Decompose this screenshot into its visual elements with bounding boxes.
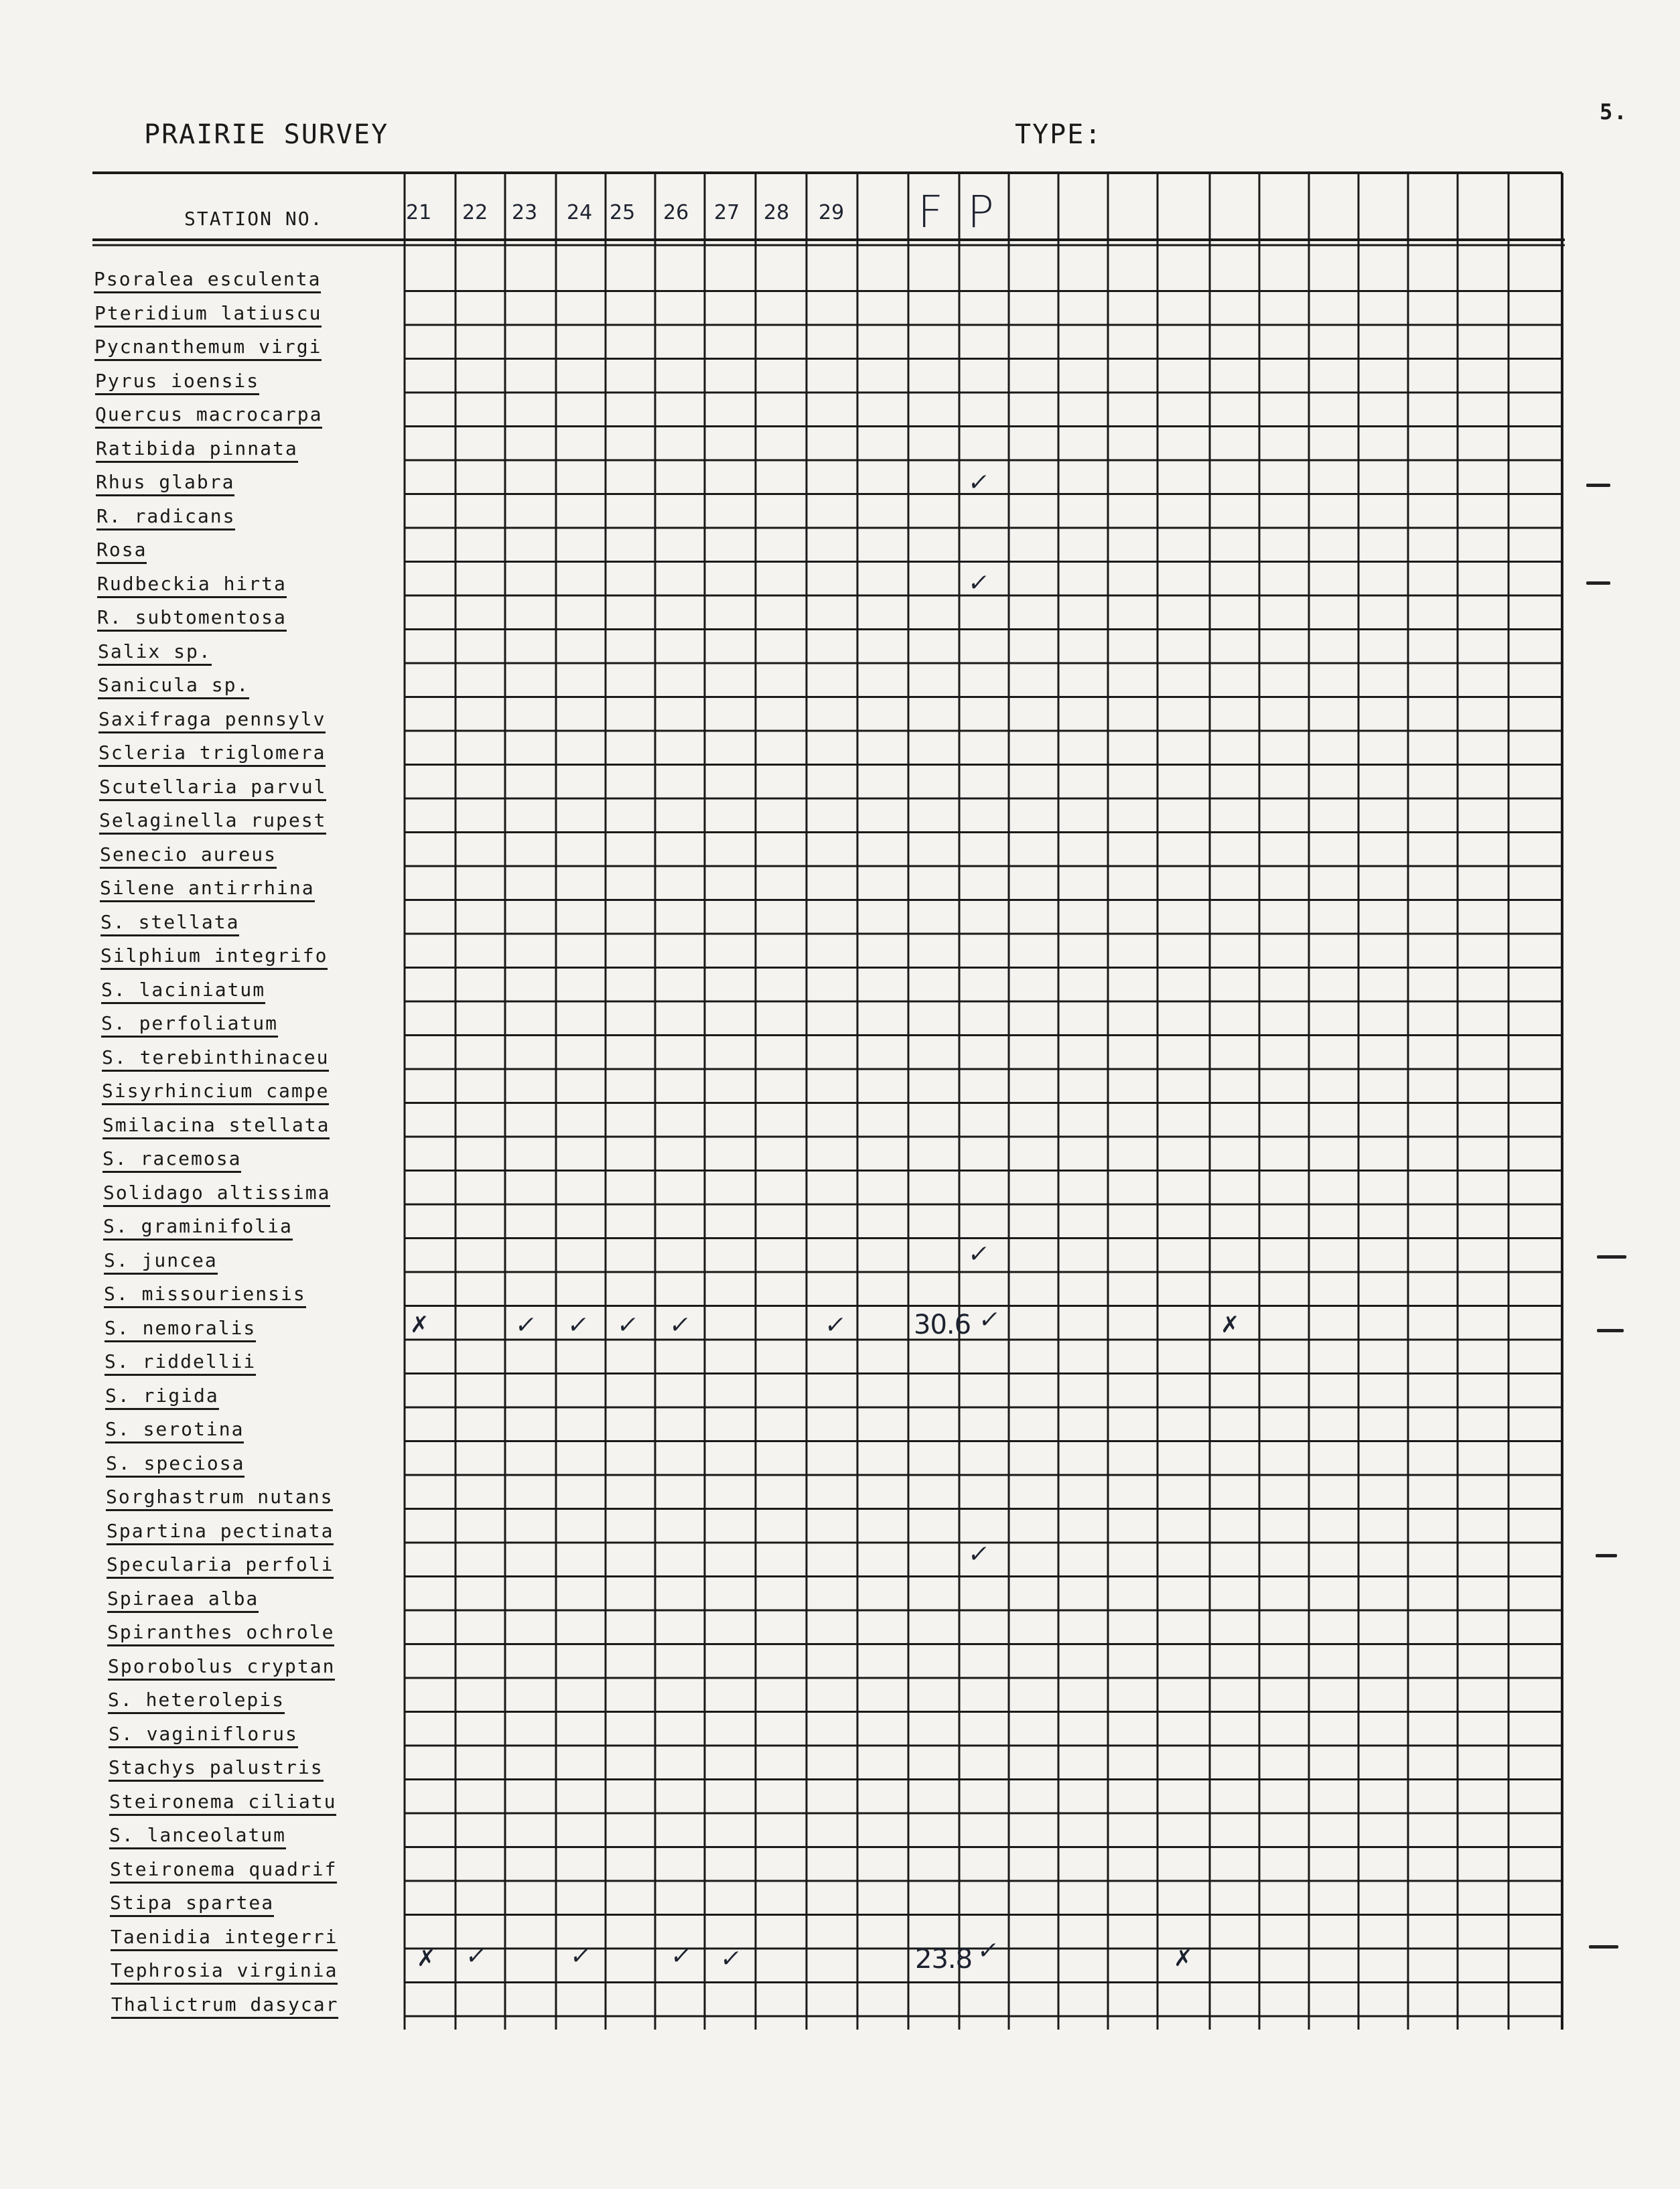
species-row-label — [105, 1385, 219, 1407]
species-name: S. juncea — [104, 1249, 218, 1275]
check-mark-icon: ✓ — [966, 569, 991, 597]
species-name: S. racemosa — [102, 1147, 241, 1173]
species-row-label — [111, 1993, 338, 2016]
species-row-label — [107, 1520, 334, 1542]
species-name: Sorghastrum nutans — [106, 1486, 333, 1511]
species-row-label — [95, 370, 259, 392]
check-mark-icon: ✓ — [977, 1306, 1002, 1334]
species-name: Sanicula sp. — [98, 674, 249, 699]
species-name: Rhus glabra — [96, 471, 234, 496]
margin-mark — [1596, 1554, 1617, 1557]
species-row-label — [103, 1215, 293, 1237]
species-row-label — [101, 979, 265, 1001]
species-name: S. perfoliatum — [101, 1012, 278, 1038]
check-mark-icon: ✓ — [464, 1943, 489, 1970]
species-row-label — [107, 1587, 259, 1610]
species-name: Pycnanthemum virgi — [94, 336, 322, 361]
check-mark-icon: ✓ — [568, 1943, 593, 1970]
station-26: 26 — [663, 201, 689, 224]
species-row-label — [109, 1756, 324, 1778]
species-name: Spiranthes ochrole — [107, 1621, 334, 1646]
species-row-label — [103, 1182, 330, 1204]
species-row-label — [96, 539, 147, 561]
species-row-label — [102, 1147, 241, 1170]
species-name: Selaginella rupest — [99, 809, 326, 835]
species-row-label — [108, 1655, 335, 1677]
species-row-label — [111, 1959, 338, 1981]
species-name: Silphium integrifo — [100, 944, 328, 970]
species-name: Senecio aureus — [100, 843, 277, 869]
check-mark-icon: ✓ — [565, 1312, 591, 1339]
check-mark-icon: ✓ — [966, 1541, 991, 1568]
station-22: 22 — [462, 201, 488, 224]
species-name: Scutellaria parvul — [99, 776, 326, 801]
species-row-label — [98, 742, 326, 764]
species-row-label — [100, 877, 315, 899]
species-name: S. graminifolia — [103, 1215, 293, 1241]
species-name: Silene antirrhina — [100, 877, 315, 902]
species-name: R. subtomentosa — [97, 606, 287, 632]
species-row-label — [102, 1046, 329, 1068]
species-row-label — [104, 1317, 256, 1339]
species-row-label — [108, 1689, 285, 1711]
species-row-label — [107, 1553, 334, 1575]
station-21: 21 — [406, 201, 432, 224]
species-name: S. nemoralis — [104, 1317, 256, 1342]
species-name: Thalictrum dasycar — [111, 1993, 338, 2019]
species-row-label — [98, 708, 326, 730]
page-number: 5. — [1600, 99, 1628, 125]
species-row-label — [110, 1892, 274, 1914]
station-27: 27 — [714, 201, 740, 224]
species-name: Salix sp. — [98, 640, 212, 666]
species-row-label — [111, 1926, 338, 1948]
station-number-label: STATION NO. — [184, 208, 324, 230]
species-row-label — [101, 1012, 278, 1034]
species-row-label — [105, 1418, 244, 1440]
species-row-label — [98, 674, 249, 696]
species-row-label — [94, 336, 322, 358]
species-name: Ratibida pinnata — [96, 437, 298, 463]
species-name: Psoralea esculenta — [94, 268, 321, 293]
check-mark-icon: ✓ — [615, 1312, 640, 1339]
frequency-value: 30.6 — [914, 1310, 971, 1340]
station-24: 24 — [567, 201, 593, 224]
species-name: Stachys palustris — [109, 1756, 324, 1782]
species-row-label — [104, 1283, 306, 1305]
check-mark-icon: ✓ — [669, 1943, 694, 1970]
species-name: Saxifraga pennsylv — [98, 708, 326, 733]
scribbled-mark-icon: ✗ — [417, 1945, 436, 1972]
species-name: R. radicans — [96, 505, 235, 531]
species-name: Stipa spartea — [110, 1892, 274, 1917]
station-29: 29 — [819, 201, 845, 224]
species-name: Sporobolus cryptan — [108, 1655, 335, 1681]
margin-mark — [1589, 1945, 1618, 1949]
scribbled-mark-icon: ✗ — [410, 1312, 429, 1338]
check-mark-icon: ✓ — [667, 1312, 693, 1339]
species-row-label — [97, 606, 287, 628]
station-28: 28 — [764, 201, 790, 224]
species-row-label — [102, 1114, 330, 1136]
species-row-label — [94, 268, 321, 290]
species-row-label — [109, 1723, 298, 1745]
species-row-label — [97, 573, 287, 595]
check-mark-icon: ✓ — [966, 469, 991, 496]
check-mark-icon: ✓ — [513, 1312, 539, 1339]
species-name: Spiraea alba — [107, 1587, 259, 1613]
species-row-label — [109, 1824, 286, 1846]
species-name: S. heterolepis — [108, 1689, 285, 1714]
species-row-label — [104, 1350, 256, 1372]
species-name: Pyrus ioensis — [95, 370, 259, 395]
check-mark-icon: ✓ — [966, 1241, 991, 1268]
species-name: Steironema ciliatu — [109, 1790, 336, 1816]
type-label: TYPE: — [1015, 119, 1103, 150]
species-row-label — [98, 640, 212, 662]
species-name: Solidago altissima — [103, 1182, 330, 1207]
species-row-label — [96, 505, 235, 527]
margin-mark — [1586, 484, 1610, 487]
column-p: P — [967, 186, 994, 238]
species-row-label — [96, 471, 234, 493]
species-row-label — [99, 809, 326, 831]
species-row-label — [100, 911, 239, 933]
species-name: S. terebinthinaceu — [102, 1046, 329, 1072]
species-name: S. missouriensis — [104, 1283, 306, 1308]
form-title: PRAIRIE SURVEY — [144, 119, 389, 150]
species-row-label — [106, 1486, 333, 1508]
species-row-label — [107, 1621, 334, 1643]
species-name: S. lanceolatum — [109, 1824, 286, 1849]
species-name: Quercus macrocarpa — [95, 403, 322, 429]
species-row-label — [95, 403, 322, 425]
species-name: Sisyrhincium campe — [102, 1080, 329, 1105]
species-row-label — [100, 843, 277, 865]
species-name: Rudbeckia hirta — [97, 573, 287, 598]
check-mark-icon: ✓ — [975, 1937, 1001, 1965]
species-name: Taenidia integerri — [111, 1926, 338, 1951]
species-row-label — [110, 1858, 337, 1880]
species-name: Steironema quadrif — [110, 1858, 337, 1884]
species-name: S. serotina — [105, 1418, 244, 1443]
species-name: S. laciniatum — [101, 979, 265, 1004]
frequency-value: 23.8 — [915, 1944, 973, 1975]
scribbled-mark-icon: ✗ — [1220, 1312, 1240, 1338]
check-mark-icon: ✓ — [718, 1945, 744, 1973]
species-row-label — [100, 944, 328, 967]
species-row-label — [94, 302, 322, 324]
species-name: Spartina pectinata — [107, 1520, 334, 1545]
species-name: S. speciosa — [106, 1452, 244, 1478]
species-name: Smilacina stellata — [102, 1114, 330, 1139]
species-row-label — [102, 1080, 329, 1102]
species-name: S. rigida — [105, 1385, 219, 1410]
species-name: Pteridium latiuscu — [94, 302, 322, 328]
species-row-label — [106, 1452, 244, 1474]
station-23: 23 — [512, 201, 538, 224]
species-name: Rosa — [96, 539, 147, 564]
margin-mark — [1597, 1255, 1626, 1259]
species-row-label — [99, 776, 326, 798]
species-name: S. riddellii — [104, 1350, 256, 1376]
margin-mark — [1586, 581, 1610, 585]
species-row-label — [96, 437, 298, 460]
station-25: 25 — [610, 201, 636, 224]
column-f: F — [918, 186, 943, 238]
check-mark-icon: ✓ — [823, 1312, 848, 1339]
species-row-label — [109, 1790, 336, 1813]
species-row-label — [104, 1249, 218, 1271]
margin-mark — [1597, 1329, 1624, 1332]
species-name: Specularia perfoli — [107, 1553, 334, 1579]
species-name: S. vaginiflorus — [109, 1723, 298, 1748]
species-name: Tephrosia virginia — [111, 1959, 338, 1985]
species-name: S. stellata — [100, 911, 239, 936]
scribbled-mark-icon: ✗ — [1174, 1945, 1193, 1972]
species-name: Scleria triglomera — [98, 742, 326, 767]
